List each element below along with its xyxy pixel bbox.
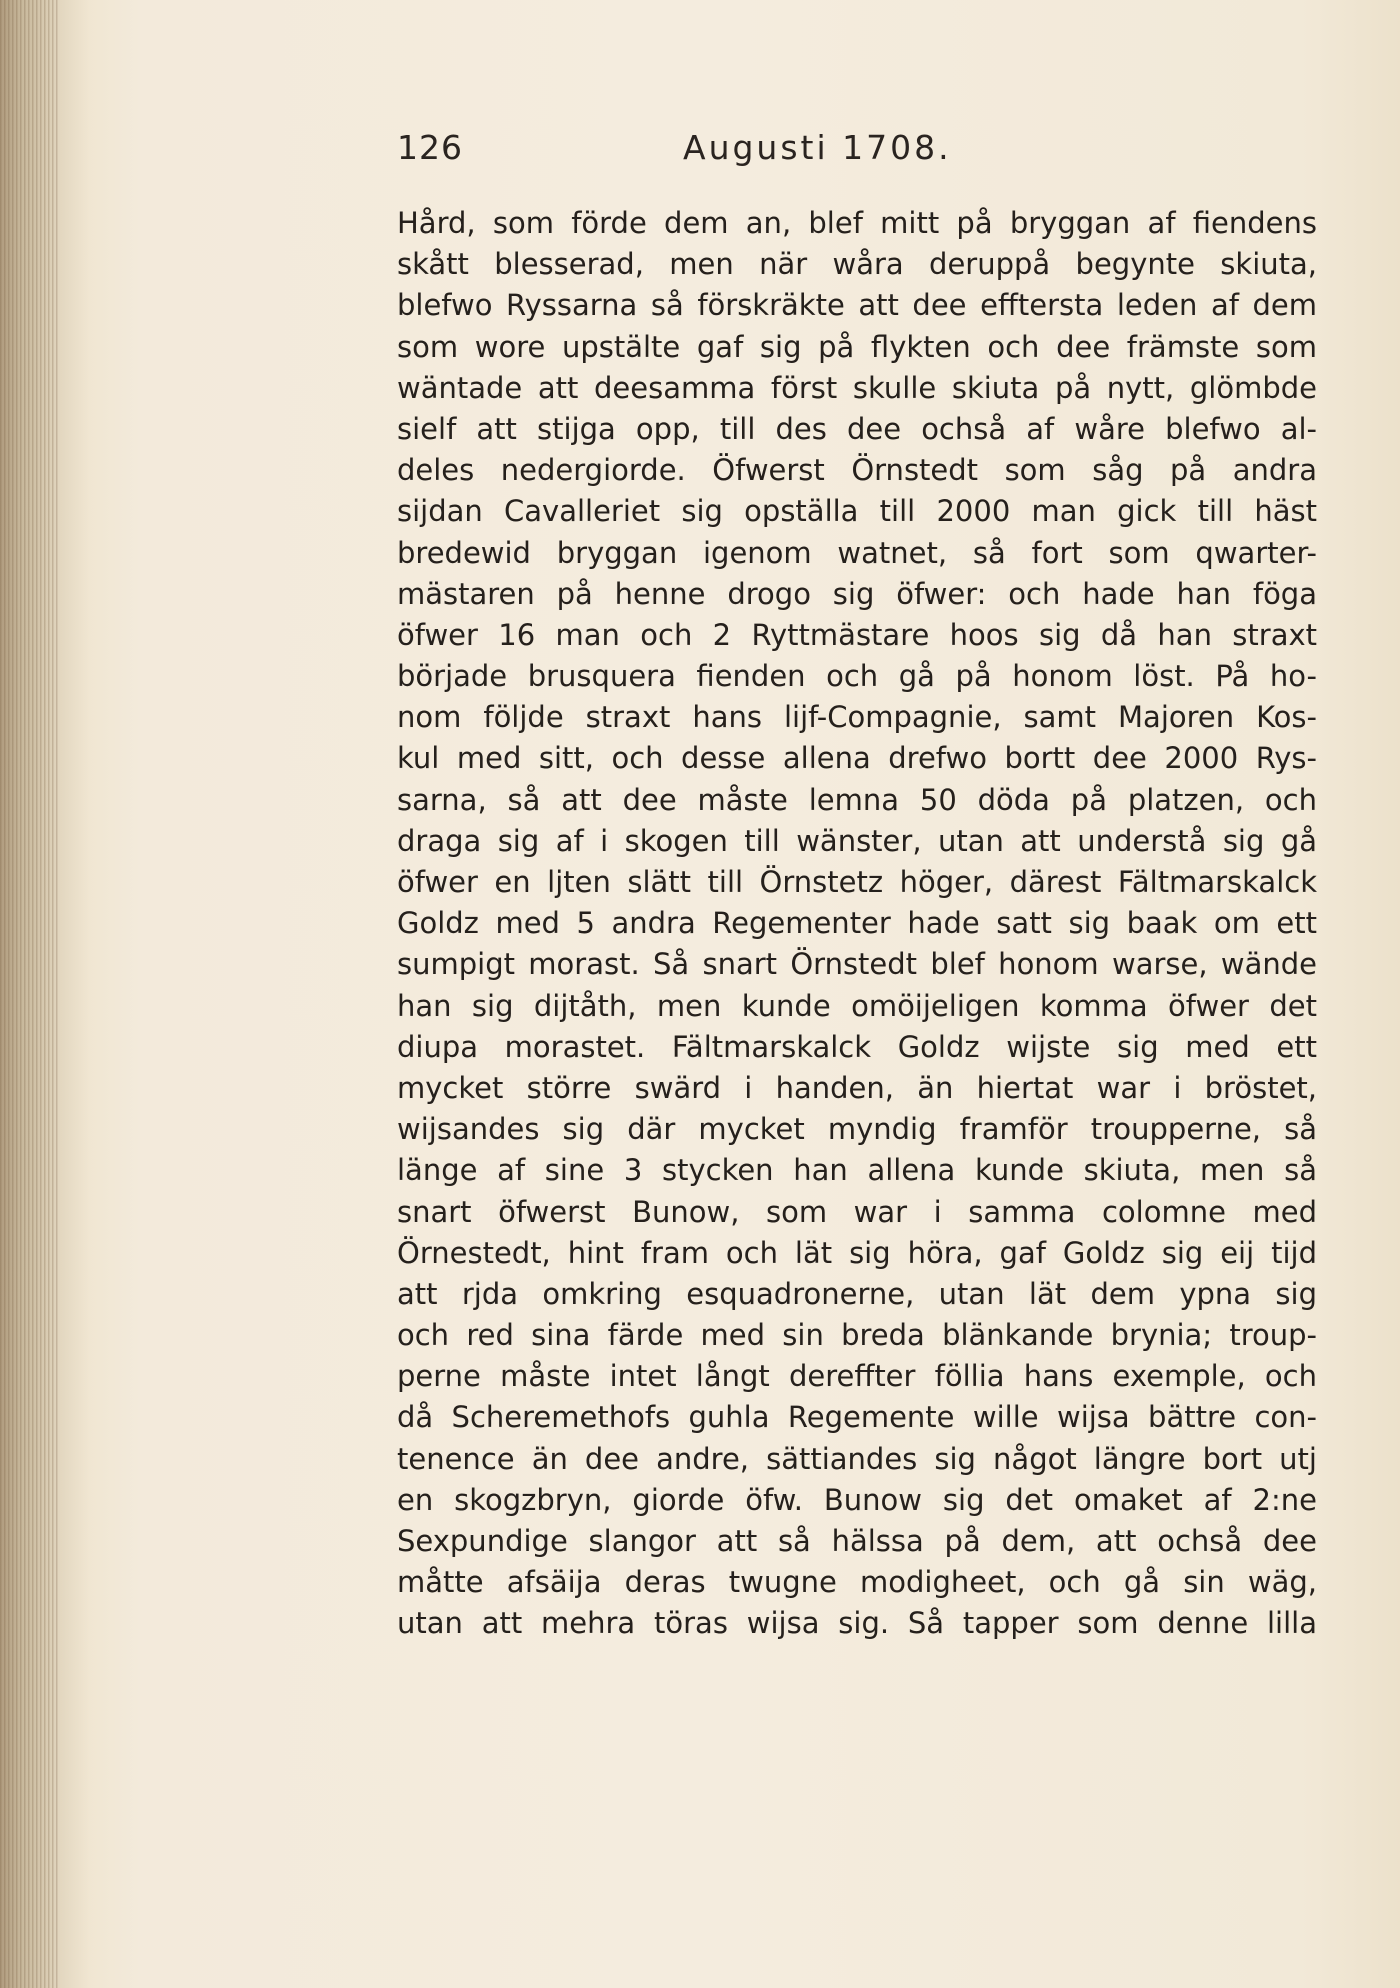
text-line: Örnestedt, hint fram och lät sig höra, gaf Goldz sig eij tijd — [397, 1235, 1317, 1270]
page-edges — [0, 0, 58, 1988]
text-line: öfwer en ljten slätt till Örnstetz höger, därest Fältmarskalck — [397, 865, 1317, 899]
text-line: öfwer 16 man och 2 Ryttmästare hoos sig då han straxt — [397, 617, 1317, 652]
text-line: Goldz med 5 andra Regementer hade satt sig baak om ett — [397, 906, 1317, 941]
text-line: började brusquera fienden och gå på honom löst. På ho- — [397, 659, 1317, 694]
text-line: diupa morastet. Fältmarskalck Goldz wijste sig med ett — [397, 1029, 1317, 1064]
text-line: bredewid bryggan igenom watnet, så fort som qwarter- — [397, 535, 1317, 570]
text-line: sijdan Cavalleriet sig opställa till 2000 man gick till häst — [397, 494, 1317, 529]
text-line: Sexpundige slangor att så hälssa på dem, att ochså dee — [397, 1524, 1317, 1558]
text-line: utan att mehra töras wijsa sig. Så tapper som denne lilla — [397, 1606, 1317, 1641]
text-line: mycket större swärd i handen, än hiertat war i bröstet, — [397, 1070, 1317, 1105]
text-line: måtte afsäija deras twugne modigheet, och gå sin wäg, — [397, 1565, 1317, 1600]
page-number: 126 — [397, 128, 463, 167]
text-line: som wore upstälte gaf sig på flykten och dee främste som — [397, 329, 1317, 364]
text-line: sumpigt morast. Så snart Örnstedt blef honom warse, wände — [397, 947, 1317, 982]
text-line: kul med sitt, och desse allena drefwo bortt dee 2000 Rys- — [397, 741, 1317, 776]
text-line: perne måste intet långt dereffter föllia hans exemple, och — [397, 1359, 1317, 1394]
text-line: han sig dijtåth, men kunde omöijeligen komma öfwer det — [397, 988, 1317, 1023]
text-line: wijsandes sig där mycket myndig framför troupperne, så — [397, 1112, 1317, 1147]
text-line: och red sina färde med sin breda blänkande brynia; troup- — [397, 1318, 1317, 1353]
body-text — [397, 203, 1317, 1645]
text-line: skått blesserad, men när wåra deruppå begynte skiuta, — [397, 247, 1317, 282]
text-line: draga sig af i skogen till wänster, utan att understå sig gå — [397, 823, 1317, 858]
text-line: sarna, så att dee måste lemna 50 döda på platzen, och — [397, 782, 1317, 817]
text-line: då Scheremethofs guhla Regemente wille wijsa bättre con- — [397, 1400, 1317, 1435]
text-line: wäntade att deesamma först skulle skiuta på nytt, glömbde — [397, 370, 1317, 405]
text-line: en skogzbryn, giorde öfw. Bunow sig det omaket af 2:ne — [397, 1482, 1317, 1517]
text-line: nom följde straxt hans lijf-Compagnie, samt Majoren Kos- — [397, 700, 1317, 735]
text-line: deles nedergiorde. Öfwerst Örnstedt som såg på andra — [397, 453, 1317, 488]
text-line: tenence än dee andre, sättiandes sig något längre bort utj — [397, 1441, 1317, 1476]
text-line: blefwo Ryssarna så förskräkte att dee efftersta leden af dem — [397, 288, 1317, 323]
text-line: mästaren på henne drogo sig öfwer: och hade han föga — [397, 576, 1317, 611]
page-header — [397, 128, 1317, 178]
text-line: länge af sine 3 stycken han allena kunde skiuta, men så — [397, 1153, 1317, 1188]
text-line: sielf att stijga opp, till des dee ochså af wåre blefwo al- — [397, 411, 1317, 446]
text-line: att rjda omkring esquadronerne, utan lät dem ypna sig — [397, 1276, 1317, 1311]
running-head: Augusti 1708. — [683, 128, 952, 167]
text-line: Hård, som förde dem an, blef mitt på bryggan af fiendens — [397, 206, 1317, 240]
text-line: snart öfwerst Bunow, som war i samma colomne med — [397, 1194, 1317, 1229]
